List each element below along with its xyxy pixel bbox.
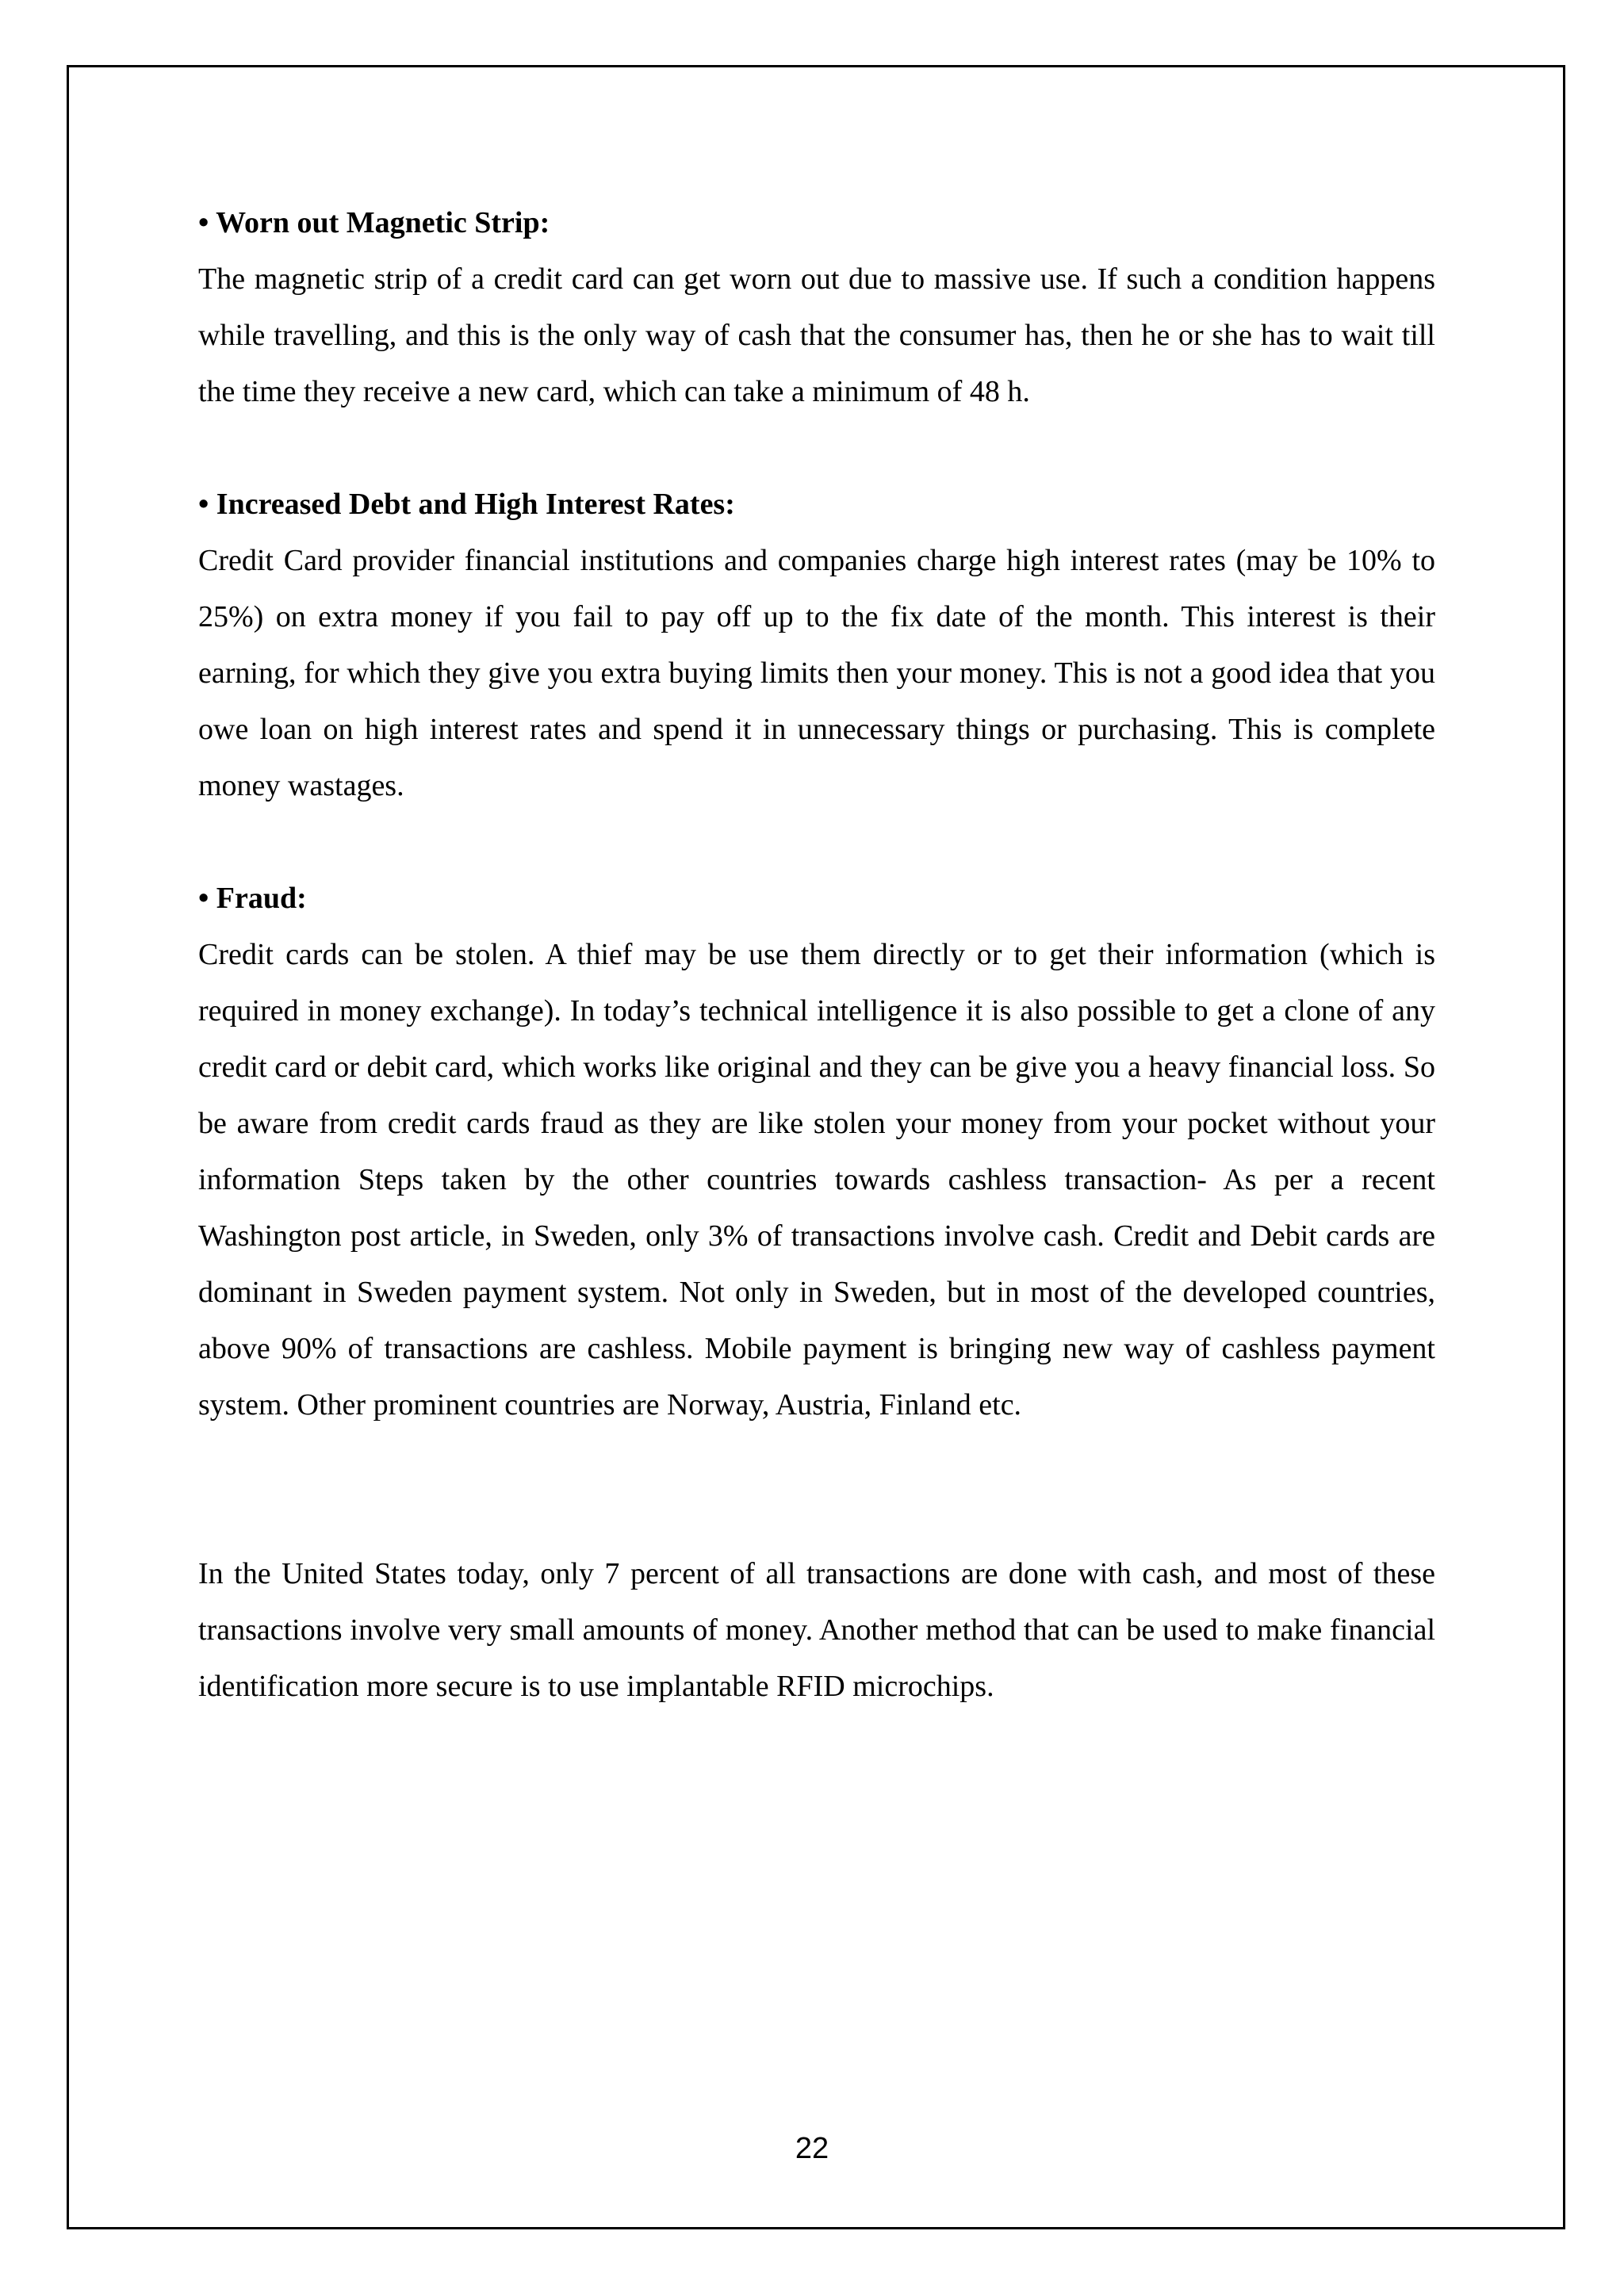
closing-paragraph: In the United States today, only 7 percent of all transactions are done with cash, and most of these transactions involve very small amounts of money. Another method that can be used to make financial identification more secure is to use implantable RFID microchips. bbox=[198, 1557, 1435, 1703]
document-body bbox=[198, 195, 1435, 1715]
section-paragraph: The magnetic strip of a credit card can get worn out due to massive use. If such a condition happens while travelling, and this is the only way of cash that the consumer has, then he or she has to wait till the time they receive a new card, which can take a minimum of 48 h. bbox=[198, 262, 1435, 408]
section-heading: • Worn out Magnetic Strip: bbox=[198, 206, 550, 239]
section-fraud bbox=[198, 871, 1435, 1433]
section-heading: • Fraud: bbox=[198, 882, 307, 915]
spacer bbox=[198, 1490, 1435, 1546]
page-number: 22 bbox=[795, 2132, 829, 2165]
section-increased-debt bbox=[198, 476, 1435, 814]
section-worn-magnetic-strip bbox=[198, 195, 1435, 420]
section-heading: • Increased Debt and High Interest Rates: bbox=[198, 488, 735, 521]
section-paragraph: Credit cards can be stolen. A thief may be use them directly or to get their information (which is required in money exchange). In today’s technical intelligence it is also possible to get a clone of any credit card or debit card, which works like original and they can be give you a heavy financial loss. So be aware from credit cards fraud as they are like stolen your money from your pocket without your information Steps taken by the other countries towards cashless transaction- As per a recent Washington post article, in Sweden, only 3% of transactions involve cash. Credit and Debit cards are dominant in Sweden payment system. Not only in Sweden, but in most of the developed countries, above 90% of transactions are cashless. Mobile payment is bringing new way of cashless payment system. Other prominent countries are Norway, Austria, Finland etc. bbox=[198, 938, 1435, 1422]
section-paragraph: Credit Card provider financial institutions and companies charge high interest rates (may be 10% to 25%) on extra money if you fail to pay off up to the fix date of the month. This interest is their earning, for which they give you extra buying limits then your money. This is not a good idea that you owe loan on high interest rates and spend it in unnecessary things or purchasing. This is complete money wastages. bbox=[198, 544, 1435, 802]
